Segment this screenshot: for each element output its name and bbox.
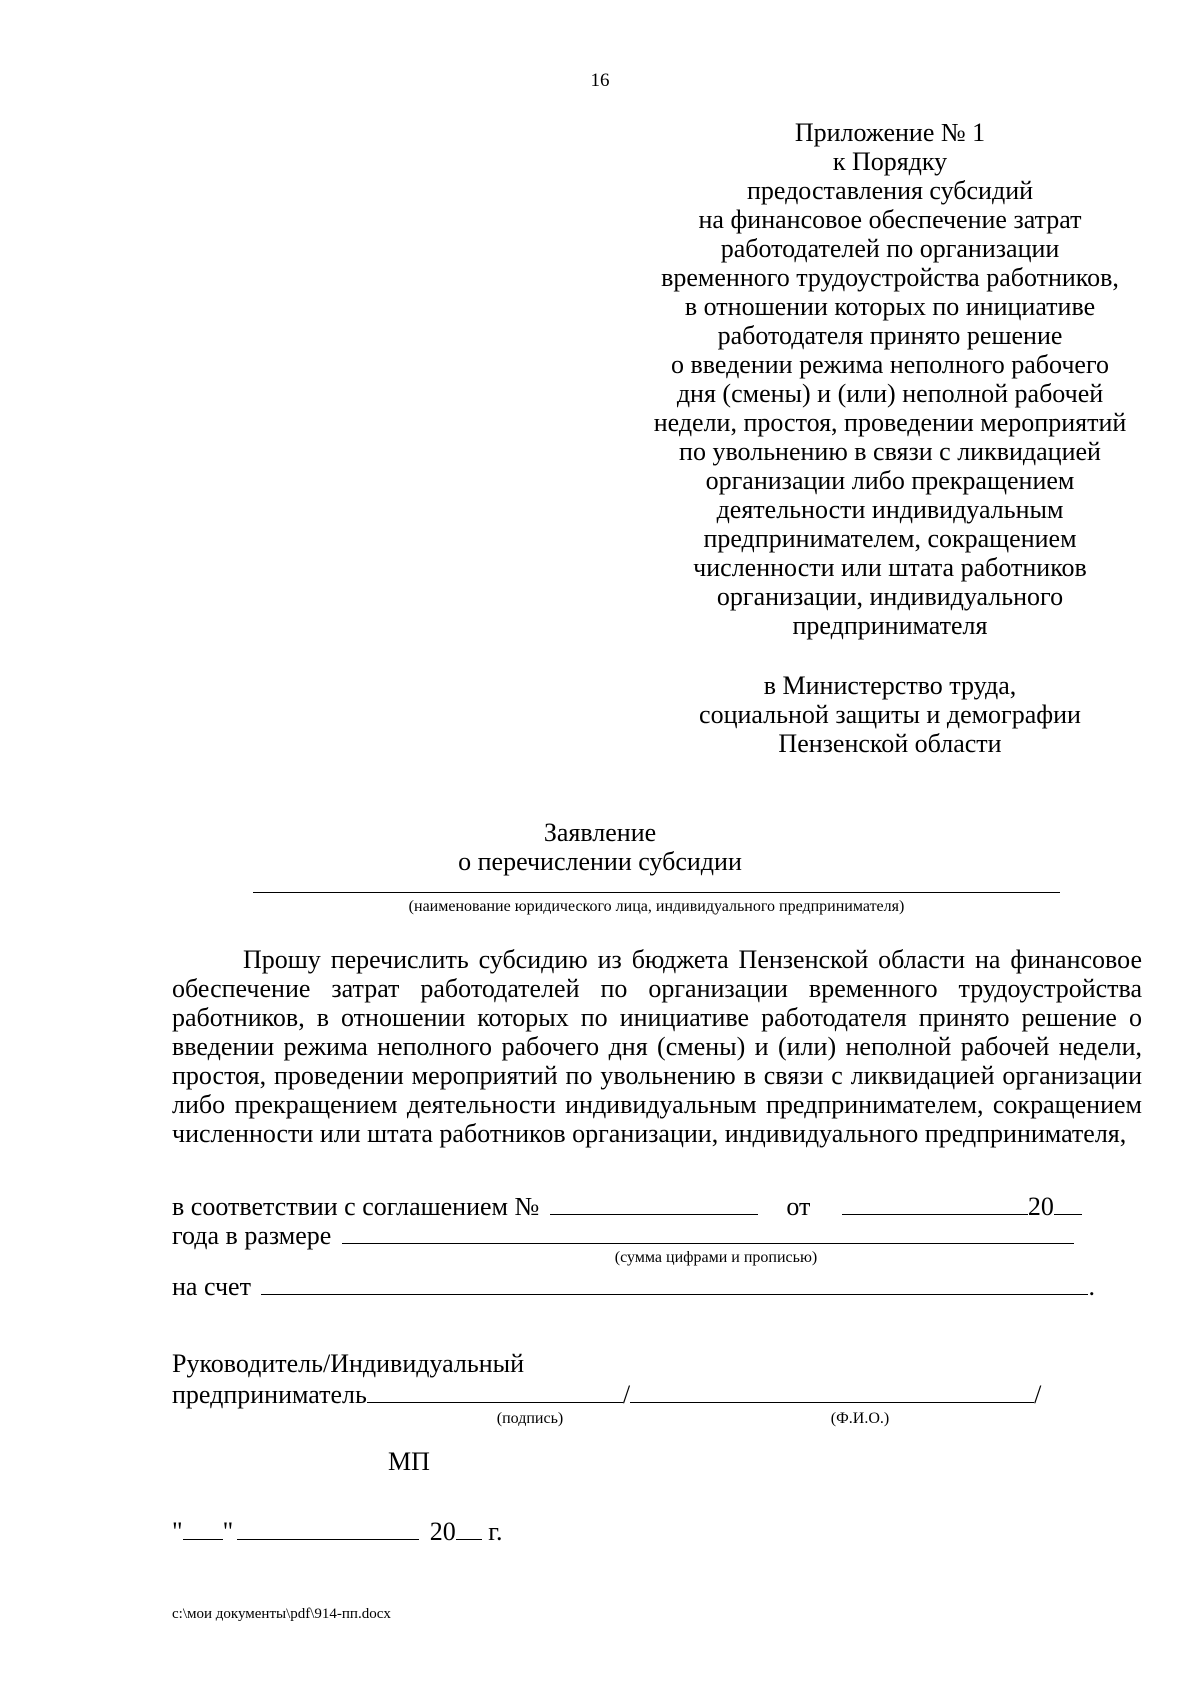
annex-line: организации, индивидуального	[716, 582, 1064, 611]
body-paragraph: Прошу перечислить субсидию из бюджета Пензенской области на финансовое обеспечение затрат работодателей по организации временного трудоустройства работников, в отношении которых по инициативе работодателя принято решение о введении режима неполного рабочего дня (смены) и (или) неполной рабочей недели, простоя, проведении мероприятий по увольнению в связи с ликвидацией организации либо прекращением деятельности индивидуальным предпринимателем, сокращением численности или штата работников организации, индивидуального предпринимателя,	[172, 945, 1142, 1148]
day-field[interactable]	[183, 1515, 223, 1540]
annex-line: по увольнению в связи с ликвидацией	[679, 437, 1101, 466]
annex-line: дня (смены) и (или) неполной рабочей	[676, 379, 1104, 408]
annex-line: предоставления субсидий	[746, 176, 1034, 205]
signer-line	[172, 1378, 1041, 1409]
annex-line: деятельности индивидуальным	[716, 495, 1064, 524]
signer-title: Руководитель/Индивидуальный	[172, 1349, 525, 1378]
addressee-line: Пензенской области	[778, 729, 1002, 758]
addressee-block	[625, 671, 1155, 758]
amount-line	[172, 1219, 1074, 1250]
signature-end-separator: /	[1034, 1380, 1042, 1409]
agreement-date-field[interactable]	[842, 1190, 1028, 1215]
annex-line: в отношении которых по инициативе	[684, 292, 1096, 321]
addressee-line: в Министерство труда,	[763, 671, 1017, 700]
account-prefix: на счет	[172, 1272, 251, 1301]
annex-line: предпринимателя	[792, 611, 988, 640]
organization-name-field[interactable]	[253, 892, 1060, 893]
annex-line: к Порядку	[832, 147, 948, 176]
annex-line: Приложение № 1	[794, 118, 986, 147]
annex-line: численности или штата работников	[693, 553, 1087, 582]
account-line	[172, 1270, 1095, 1301]
annex-line: на финансовое обеспечение затрат	[698, 205, 1082, 234]
annex-line: временного трудоустройства работников,	[661, 263, 1119, 292]
amount-field[interactable]	[342, 1219, 1074, 1244]
agreement-prefix: в соответствии с соглашением №	[172, 1192, 540, 1221]
application-body	[172, 945, 1142, 1148]
full-name-field[interactable]	[630, 1378, 1034, 1403]
date-year-field[interactable]	[456, 1515, 482, 1540]
month-field[interactable]	[237, 1515, 419, 1540]
file-path-footer: c:\мои документы\pdf\914-пп.docx	[172, 1606, 391, 1622]
organization-name-caption: (наименование юридического лица, индивидуального предпринимателя)	[408, 898, 905, 915]
annex-line: о введении режима неполного рабочего	[670, 350, 1109, 379]
date-year-prefix: 20	[429, 1517, 456, 1546]
annex-line: предпринимателем, сокращением	[703, 524, 1077, 553]
signature-caption: (подпись)	[496, 1410, 564, 1427]
agreement-number-field[interactable]	[550, 1190, 758, 1215]
date-quote-open: "	[172, 1517, 183, 1546]
signer-block	[172, 1349, 1041, 1409]
annex-line: работодателей по организации	[720, 234, 1060, 263]
agreement-from-label: от	[786, 1192, 811, 1221]
amount-caption: (сумма цифрами и прописью)	[614, 1249, 818, 1266]
account-suffix: .	[1088, 1272, 1095, 1301]
date-quote-close: "	[222, 1517, 234, 1546]
signature-separator: /	[622, 1380, 631, 1409]
page-number: 16	[590, 70, 610, 91]
annex-line: недели, простоя, проведении мероприятий	[653, 408, 1127, 437]
full-name-caption: (Ф.И.О.)	[830, 1410, 890, 1427]
signature-field[interactable]	[367, 1378, 623, 1403]
stamp-place-label: МП	[388, 1447, 430, 1476]
document-title	[0, 818, 1200, 876]
date-year-suffix: г.	[488, 1517, 503, 1546]
title-line: о перечислении субсидии	[458, 847, 742, 876]
annex-block	[625, 118, 1155, 640]
agreement-year-field[interactable]	[1054, 1190, 1082, 1215]
agreement-year-prefix: 20	[1027, 1192, 1054, 1221]
amount-prefix: года в размере	[172, 1221, 332, 1250]
title-line: Заявление	[543, 818, 657, 847]
addressee-line: социальной защиты и демографии	[699, 700, 1081, 729]
annex-line: организации либо прекращением	[705, 466, 1075, 495]
date-line	[172, 1515, 502, 1546]
annex-line: работодателя принято решение	[717, 321, 1063, 350]
account-field[interactable]	[261, 1270, 1088, 1295]
signer-title-2: предприниматель	[172, 1380, 367, 1409]
agreement-line	[172, 1190, 1082, 1221]
